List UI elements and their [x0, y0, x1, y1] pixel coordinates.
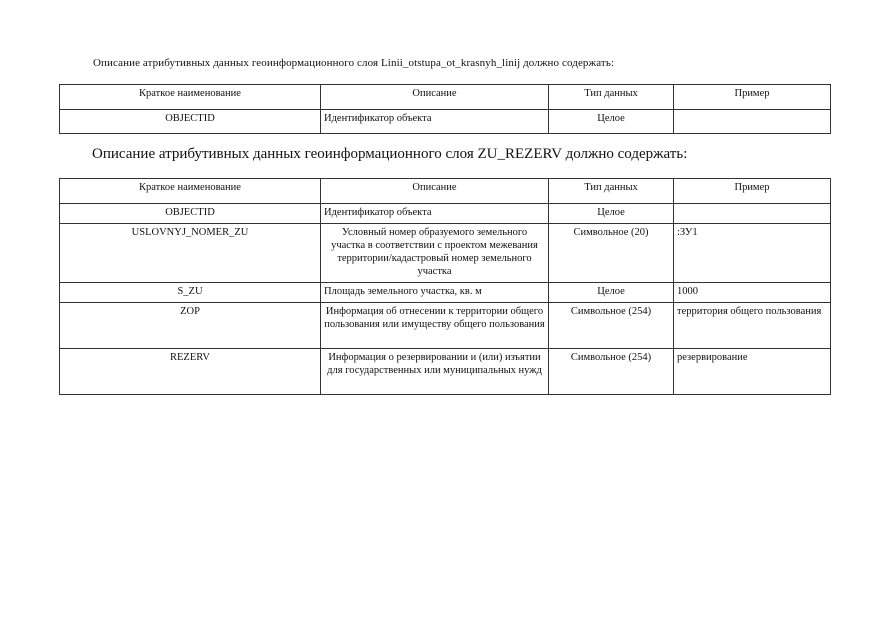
- table-row: [60, 224, 831, 283]
- table-row: [60, 283, 831, 303]
- cell-name: REZERV: [60, 349, 321, 395]
- column-header-description: Описание: [321, 85, 549, 110]
- cell-description: Идентификатор объекта: [321, 110, 549, 134]
- column-header-description: Описание: [321, 179, 549, 204]
- cell-name: S_ZU: [60, 283, 321, 303]
- cell-example: 1000: [674, 283, 831, 303]
- cell-name: OBJECTID: [60, 204, 321, 224]
- column-header-name: Краткое наименование: [60, 85, 321, 110]
- column-header-name: Краткое наименование: [60, 179, 321, 204]
- cell-example: [674, 110, 831, 134]
- cell-type: Целое: [549, 110, 674, 134]
- cell-type: Символьное (254): [549, 349, 674, 395]
- cell-name: USLOVNYJ_NOMER_ZU: [60, 224, 321, 283]
- cell-type: Символьное (20): [549, 224, 674, 283]
- layer1-attribute-table: [59, 84, 831, 134]
- column-header-type: Тип данных: [549, 85, 674, 110]
- table-header-row: [60, 85, 831, 110]
- cell-description: Площадь земельного участка, кв. м: [321, 283, 549, 303]
- cell-type: Целое: [549, 283, 674, 303]
- layer2-attribute-table: [59, 178, 831, 395]
- cell-type: Символьное (254): [549, 303, 674, 349]
- table-row: [60, 204, 831, 224]
- cell-type: Целое: [549, 204, 674, 224]
- cell-description: Идентификатор объекта: [321, 204, 549, 224]
- cell-description: Условный номер образуемого земельного участка в соответствии с проектом межевания территории/кадастровый номер земельного участка: [321, 224, 549, 283]
- layer1-heading: Описание атрибутивных данных геоинформационного слоя Linii_otstupa_ot_krasnyh_linij должно содержать:: [93, 57, 615, 69]
- cell-example: территория общего пользования: [674, 303, 831, 349]
- table-header-row: [60, 179, 831, 204]
- cell-example: :ЗУ1: [674, 224, 831, 283]
- column-header-example: Пример: [674, 179, 831, 204]
- cell-description: Информация об отнесении к территории общего пользования или имуществу общего пользования: [321, 303, 549, 349]
- cell-example: [674, 204, 831, 224]
- cell-example: резервирование: [674, 349, 831, 395]
- cell-name: OBJECTID: [60, 110, 321, 134]
- column-header-example: Пример: [674, 85, 831, 110]
- table-row: [60, 349, 831, 395]
- table-row: [60, 110, 831, 134]
- layer2-heading: Описание атрибутивных данных геоинформационного слоя ZU_REZERV должно содержать:: [92, 146, 688, 162]
- column-header-type: Тип данных: [549, 179, 674, 204]
- table-row: [60, 303, 831, 349]
- cell-description: Информация о резервировании и (или) изъятии для государственных или муниципальных нужд: [321, 349, 549, 395]
- cell-name: ZOP: [60, 303, 321, 349]
